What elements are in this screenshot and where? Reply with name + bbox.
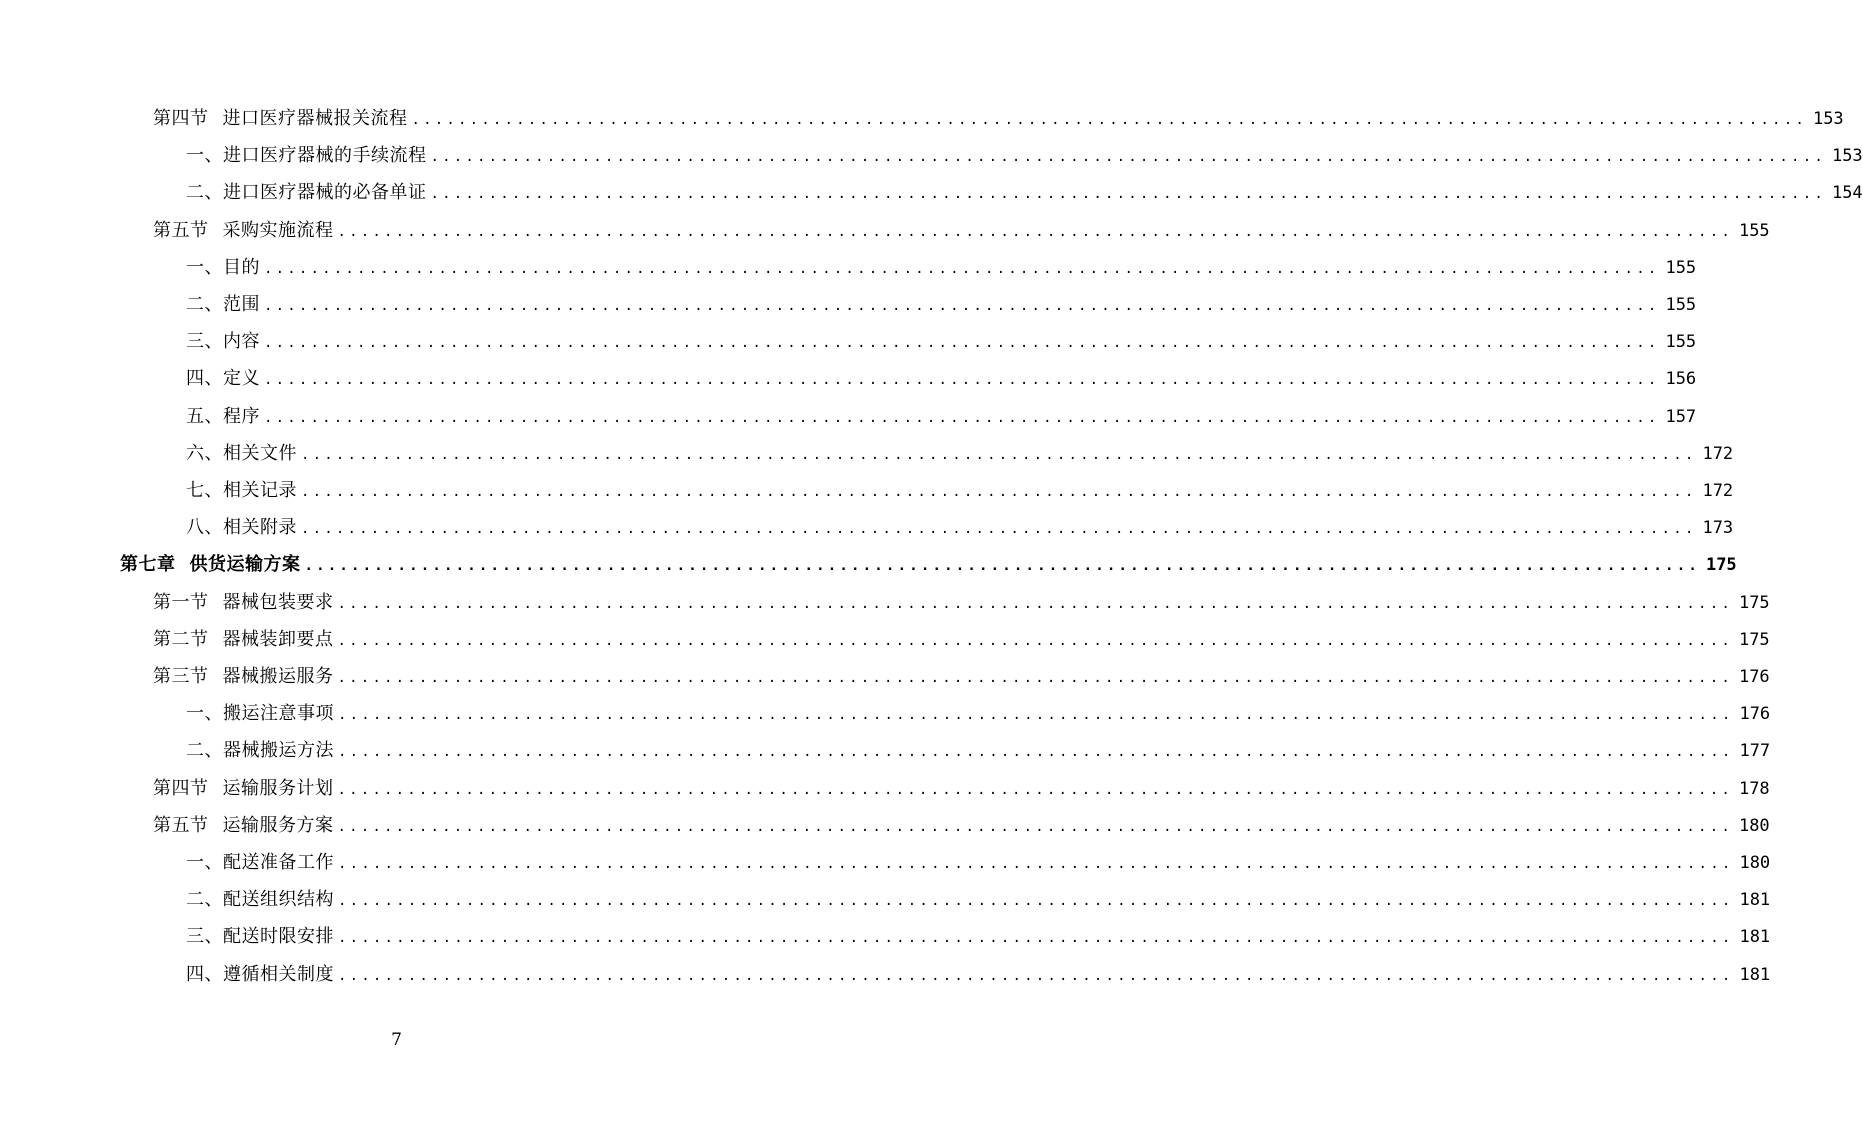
toc-entry-label: 一、配送准备工作: [186, 852, 334, 873]
toc-page-number: 157: [1665, 406, 1697, 427]
toc-page-number: 154: [1831, 183, 1863, 204]
toc-page-number: 155: [1665, 332, 1697, 353]
dot-leader: ........................................................................................................................: [337, 670, 1733, 686]
toc-entry-title: [186, 881, 334, 918]
toc-entry-title: [186, 323, 260, 360]
toc-page-number: 178: [1738, 778, 1770, 799]
dot-leader: ........................................................................................................................: [411, 112, 1807, 128]
toc-entry-number: 第四节: [153, 108, 209, 129]
toc-item-entry[interactable]: [186, 137, 1863, 174]
toc-entry-label: 八、相关附录: [186, 517, 297, 539]
toc-entry-label: 采购实施流程: [222, 219, 334, 241]
toc-page-number: 180: [1739, 853, 1771, 873]
toc-item-entry[interactable]: [186, 398, 1697, 435]
page-number: 7: [391, 1030, 402, 1050]
toc-item-entry[interactable]: [186, 174, 1863, 211]
toc-entry-label: 运输服务计划: [222, 777, 334, 799]
dot-leader: ........................................................................................................................: [337, 223, 1733, 240]
toc-entry-label: 二、配送组织结构: [186, 889, 334, 911]
dot-leader: ........................................................................................................................: [304, 558, 1700, 575]
toc-page-number: 173: [1702, 518, 1734, 539]
toc-entry-title: [186, 435, 297, 472]
toc-entry-label: 七、相关记录: [186, 480, 297, 501]
toc-page-number: 155: [1665, 295, 1697, 315]
toc-section-entry[interactable]: [153, 212, 1770, 249]
toc-item-entry[interactable]: [186, 323, 1697, 360]
toc-page-number: 172: [1702, 481, 1734, 501]
toc-entry-label: 一、目的: [186, 256, 260, 278]
dot-leader: ........................................................................................................................: [301, 521, 1697, 538]
dot-leader: ........................................................................................................................: [264, 335, 1660, 352]
toc-page-number: 155: [1665, 257, 1697, 278]
toc-entry-title: [186, 249, 260, 286]
toc-entry-label: 一、进口医疗器械的手续流程: [186, 145, 427, 167]
toc-entry-label: 六、相关文件: [186, 442, 297, 464]
toc-page-number: 153: [1831, 146, 1863, 167]
toc-page-number: 181: [1739, 890, 1771, 911]
toc-entry-number: 第二节: [153, 628, 209, 650]
dot-leader: ........................................................................................................................: [338, 744, 1734, 761]
toc-section-entry[interactable]: [153, 621, 1770, 658]
toc-page-number: 175: [1738, 592, 1770, 613]
toc-section-entry[interactable]: [153, 584, 1770, 621]
toc-entry-title: [186, 695, 334, 732]
toc-entry-title: [153, 212, 334, 249]
toc-item-entry[interactable]: [186, 956, 1771, 993]
toc-entry-label: 器械装卸要点: [222, 628, 334, 650]
toc-item-entry[interactable]: [186, 509, 1734, 546]
toc-entry-number: 第七章: [120, 554, 176, 576]
toc-section-entry[interactable]: [153, 100, 1844, 137]
toc-entry-title: [153, 658, 334, 695]
toc-entry-label: 供货运输方案: [189, 554, 301, 576]
toc-entry-title: [186, 472, 297, 509]
toc-entry-label: 五、程序: [186, 405, 260, 427]
toc-item-entry[interactable]: [186, 360, 1697, 397]
toc-entry-title: [186, 732, 334, 769]
dot-leader: ........................................................................................................................: [430, 186, 1826, 203]
dot-leader: ........................................................................................................................: [337, 595, 1733, 612]
dot-leader: ........................................................................................................................: [301, 446, 1697, 463]
toc-page-number: 156: [1665, 369, 1697, 390]
toc-page-number: 155: [1738, 220, 1770, 241]
toc-entry-label: 三、内容: [186, 331, 260, 353]
toc-entry-label: 四、遵循相关制度: [186, 963, 334, 985]
toc-chapter-entry[interactable]: [120, 546, 1737, 583]
toc-entry-label: 运输服务方案: [222, 814, 334, 836]
dot-leader: ........................................................................................................................: [337, 632, 1733, 649]
dot-leader: ........................................................................................................................: [338, 893, 1734, 910]
toc-entry-title: [186, 398, 260, 435]
toc-entry-label: 三、配送时限安排: [186, 926, 334, 948]
toc-entry-label: 器械包装要求: [222, 591, 334, 613]
dot-leader: ........................................................................................................................: [264, 372, 1660, 389]
toc-entry-title: [186, 286, 260, 323]
toc-item-entry[interactable]: [186, 286, 1697, 323]
toc-entry-title: [153, 584, 334, 621]
toc-item-entry[interactable]: [186, 472, 1734, 509]
toc-section-entry[interactable]: [153, 807, 1770, 844]
toc-entry-number: 第一节: [153, 591, 209, 613]
toc-page-number: 180: [1738, 815, 1770, 836]
toc-entry-title: [186, 509, 297, 546]
toc-entry-title: [186, 174, 427, 211]
toc-item-entry[interactable]: [186, 918, 1771, 955]
toc-entry-title: [186, 918, 334, 955]
toc-page-number: 172: [1702, 443, 1734, 464]
toc-entry-label: 一、搬运注意事项: [186, 703, 334, 725]
dot-leader: ........................................................................................................................: [264, 260, 1660, 277]
toc-page-number: 176: [1738, 667, 1770, 687]
toc-entry-label: 进口医疗器械报关流程: [222, 108, 408, 129]
toc-entry-title: [186, 137, 427, 174]
toc-entry-label: 四、定义: [186, 368, 260, 390]
toc-section-entry[interactable]: [153, 658, 1770, 695]
toc-entry-title: [186, 956, 334, 993]
toc-page-number: 175: [1705, 555, 1737, 576]
toc-entry-title: [153, 807, 334, 844]
toc-item-entry[interactable]: [186, 435, 1734, 472]
dot-leader: ........................................................................................................................: [337, 818, 1733, 835]
toc-entry-label: 二、器械搬运方法: [186, 740, 334, 762]
toc-entry-number: 第四节: [153, 777, 209, 799]
toc-page-number: 153: [1812, 109, 1844, 129]
toc-entry-title: [153, 770, 334, 807]
toc-entry-label: 器械搬运服务: [222, 666, 334, 687]
toc-page-number: 177: [1739, 741, 1771, 762]
toc-section-entry[interactable]: [153, 770, 1770, 807]
toc-entry-number: 第三节: [153, 666, 209, 687]
toc-entry-number: 第五节: [153, 219, 209, 241]
toc-entry-title: [186, 844, 334, 881]
toc-page-number: 176: [1739, 704, 1771, 725]
dot-leader: ........................................................................................................................: [337, 781, 1733, 798]
toc-item-entry[interactable]: [186, 695, 1771, 732]
toc-item-entry[interactable]: [186, 844, 1771, 881]
toc-item-entry[interactable]: [186, 249, 1697, 286]
dot-leader: ........................................................................................................................: [338, 930, 1734, 947]
dot-leader: ........................................................................................................................: [264, 298, 1660, 314]
toc-entry-number: 第五节: [153, 814, 209, 836]
toc-item-entry[interactable]: [186, 732, 1771, 769]
toc-entry-label: 二、范围: [186, 294, 260, 315]
toc-entry-title: [153, 621, 334, 658]
toc-page-number: 181: [1739, 964, 1771, 985]
toc-page-number: 175: [1738, 629, 1770, 650]
toc-page-number: 181: [1739, 927, 1771, 948]
dot-leader: ........................................................................................................................: [338, 856, 1734, 872]
dot-leader: ........................................................................................................................: [338, 967, 1734, 984]
dot-leader: ........................................................................................................................: [301, 484, 1697, 500]
toc-entry-title: [186, 360, 260, 397]
toc-item-entry[interactable]: [186, 881, 1771, 918]
dot-leader: ........................................................................................................................: [430, 149, 1826, 166]
dot-leader: ........................................................................................................................: [338, 707, 1734, 724]
toc-entry-label: 二、进口医疗器械的必备单证: [186, 182, 427, 204]
toc-entry-title: [153, 100, 408, 137]
dot-leader: ........................................................................................................................: [264, 409, 1660, 426]
toc-entry-title: [120, 546, 301, 583]
